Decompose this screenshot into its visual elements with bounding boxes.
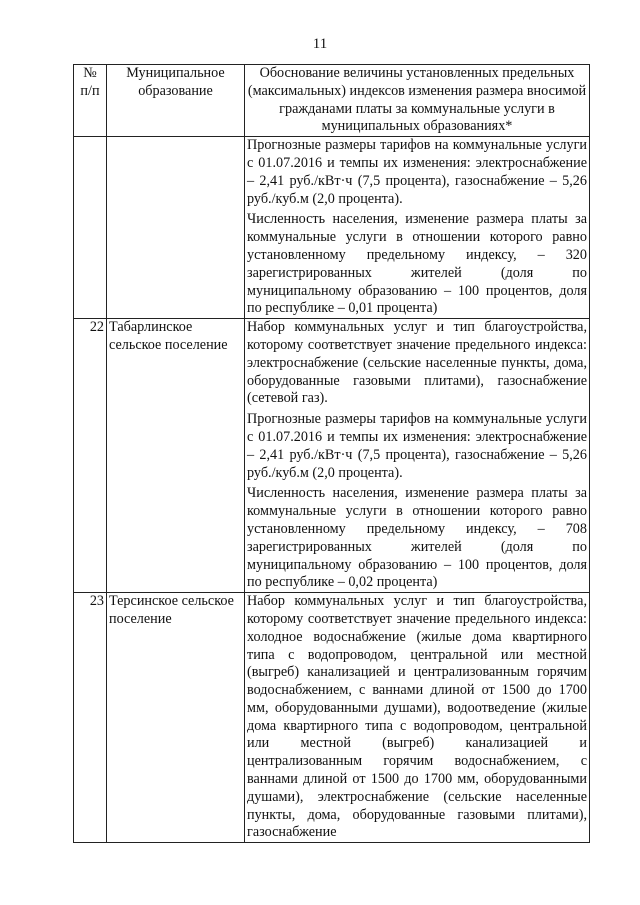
justification-paragraph: Набор коммунальных услуг и тип благоустройства, которому соответствует значение предельного индекса: холодное водоснабжение (жилые дома квартирного типа с водопроводом, центральной или местной (выгреб) канализацией и централизованным горячим водоснабжением, с ваннами длиной от 1500 до 1700 мм, оборудованными душами), водоотведение (жилые дома квартирного типа с водопроводом, центральной или местной (выгреб) канализацией и централизованным горячим водоснабжением, с ваннами длиной от 1500 до 1700 мм, оборудованными душами), электроснабжение (сельские населенные пункты, дома, оборудованные газовыми плитами), газоснабжение (247, 593, 587, 841)
row-municipality: Табарлинское сельское поселение (107, 319, 245, 593)
page-number: 11 (312, 36, 328, 52)
row-justification (245, 319, 590, 593)
header-num: № п/п (74, 65, 107, 137)
justification-paragraph: Набор коммунальных услуг и тип благоустройства, которому соответствует значение предельного индекса: электроснабжение (сельские населенные пункты, дома, оборудованные газовыми плитами), газоснабжение (сетевой газ). (247, 319, 587, 407)
table-header-row (74, 65, 590, 137)
row-justification (245, 593, 590, 843)
justification-paragraph: Прогнозные размеры тарифов на коммунальные услуги с 01.07.2016 и темпы их изменения: электроснабжение – 2,41 руб./кВт·ч (7,5 процента), газоснабжение – 5,26 руб./куб.м (2,0 процента). (247, 411, 587, 481)
justification-paragraph: Численность населения, изменение размера платы за коммунальные услуги в отношении которого равно установленному предельному индексу, – 320 зарегистрированных жителей (доля по муниципальному образованию – 100 процентов, доля по республике – 0,01 процента) (247, 211, 587, 317)
justification-paragraph: Прогнозные размеры тарифов на коммунальные услуги с 01.07.2016 и темпы их изменения: электроснабжение – 2,41 руб./кВт·ч (7,5 процента), газоснабжение – 5,26 руб./куб.м (2,0 процента). (247, 137, 587, 207)
row-municipality (107, 137, 245, 319)
justification-paragraph: Численность населения, изменение размера платы за коммунальные услуги в отношении которого равно установленному предельному индексу, – 708 зарегистрированных жителей (доля по муниципальному образованию – 100 процентов, доля по республике – 0,02 процента) (247, 485, 587, 591)
row-num: 23 (74, 593, 107, 843)
header-municipality: Муниципальное образование (107, 65, 245, 137)
table-row (74, 593, 590, 843)
row-num (74, 137, 107, 319)
table-row (74, 319, 590, 593)
tariff-index-table (73, 64, 590, 843)
header-justification: Обоснование величины установленных предельных (максимальных) индексов изменения размера вносимой гражданами платы за коммунальные услуги в муниципальных образованиях* (245, 65, 590, 137)
row-municipality: Терсинское сельское поселение (107, 593, 245, 843)
row-justification (245, 137, 590, 319)
row-num: 22 (74, 319, 107, 593)
table-row (74, 137, 590, 319)
